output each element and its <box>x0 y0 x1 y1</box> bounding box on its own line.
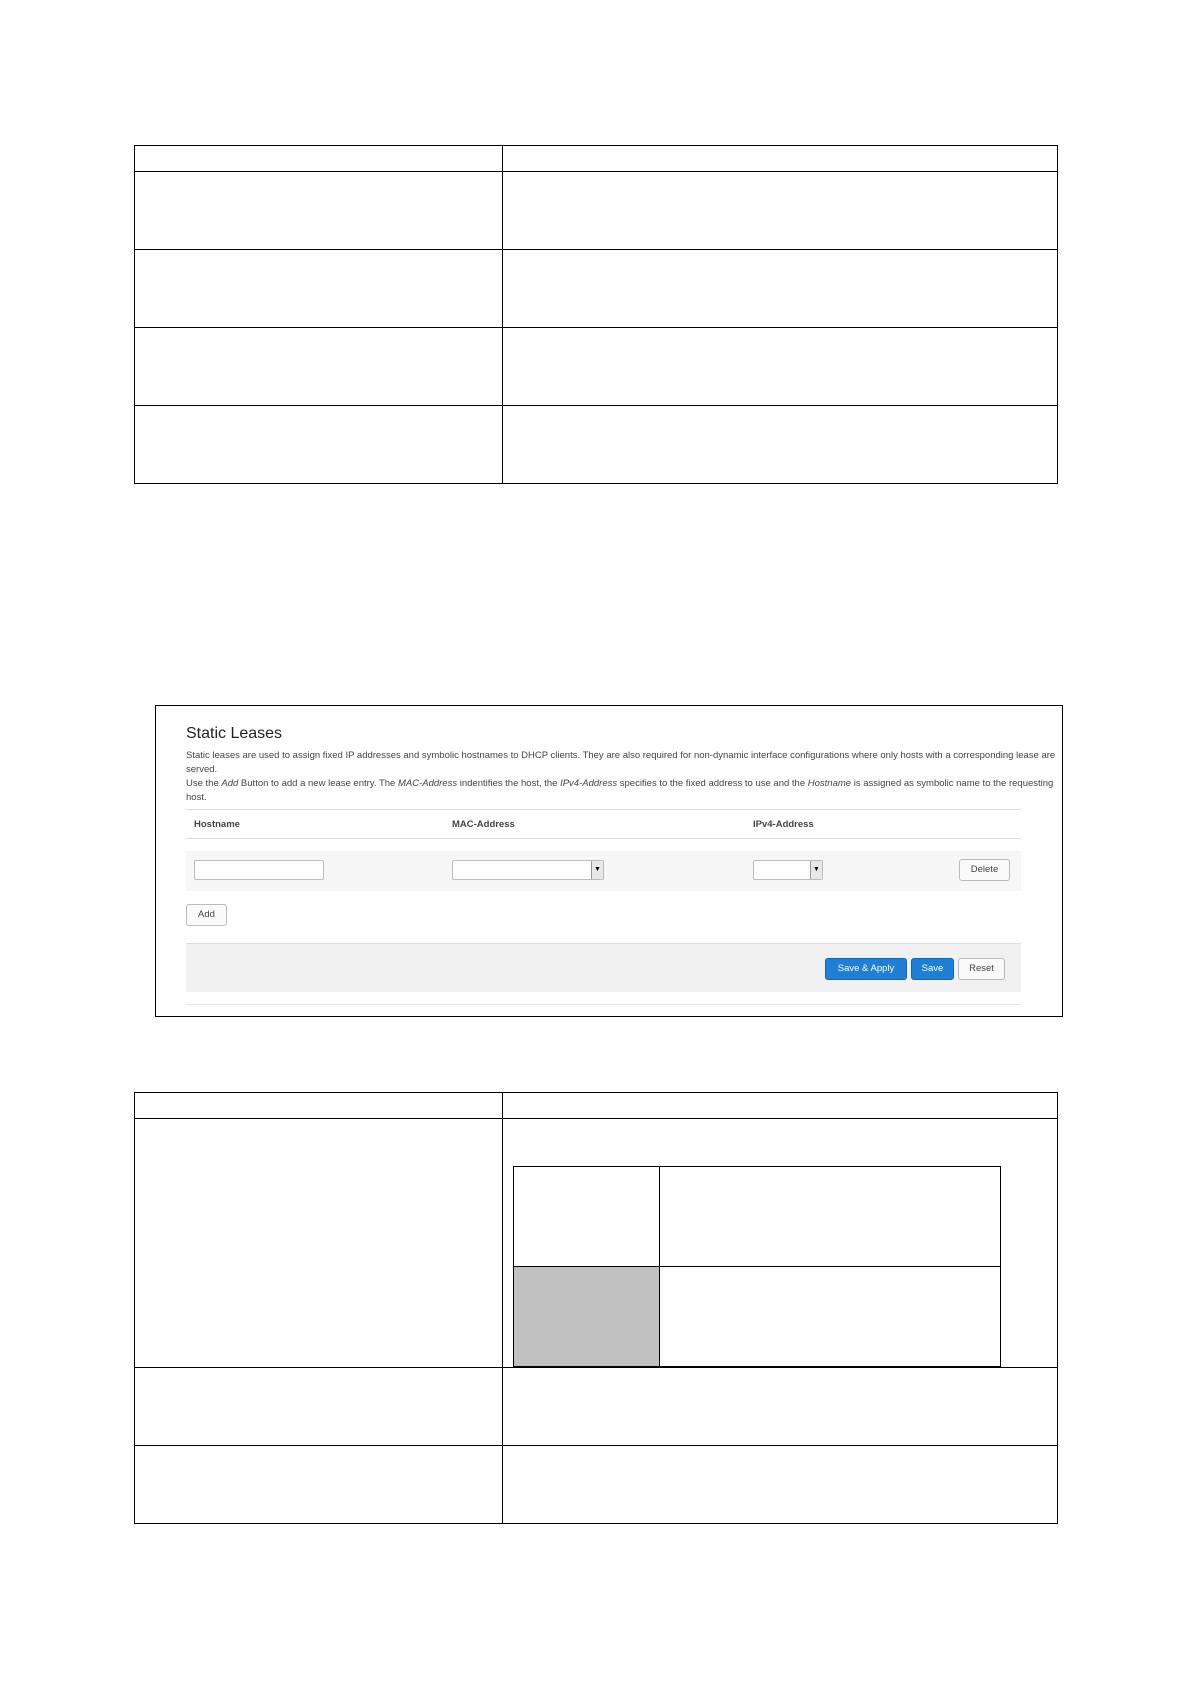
ipv4-address-select[interactable] <box>753 860 823 880</box>
column-hostname: Hostname <box>194 819 240 830</box>
shaded-cell <box>514 1267 660 1367</box>
table-cell <box>503 250 1058 328</box>
table-cell <box>135 146 503 172</box>
table-cell <box>503 172 1058 250</box>
form-footer <box>186 943 1021 992</box>
table-cell <box>135 172 503 250</box>
desc-text: Button to add a new lease entry. The <box>238 778 398 789</box>
section-title: Static Leases <box>186 725 283 742</box>
desc-italic: Add <box>221 778 239 789</box>
reset-button[interactable]: Reset <box>958 958 1005 980</box>
table-cell <box>135 250 503 328</box>
hostname-input[interactable] <box>194 860 324 880</box>
description-line-1: Static leases are used to assign fixed IP addresses and symbolic hostnames to DHCP clients. They are also required for non-dynamic interface configurations where only hosts with a corresponding lease are served. <box>186 750 1056 775</box>
table-row <box>186 851 1021 891</box>
lease-table-header <box>186 809 1021 839</box>
column-ipv4-address: IPv4-Address <box>753 819 814 830</box>
table-cell <box>503 406 1058 484</box>
table-cell <box>503 146 1058 172</box>
table-cell <box>503 1093 1058 1119</box>
table-cell <box>135 1119 503 1368</box>
nested-table <box>513 1166 1001 1367</box>
table-cell <box>503 1446 1058 1524</box>
chevron-down-icon[interactable]: ▼ <box>591 861 603 879</box>
delete-button[interactable]: Delete <box>959 859 1010 881</box>
section-description <box>186 749 1056 805</box>
description-line-2 <box>186 777 1056 805</box>
table-cell <box>135 406 503 484</box>
desc-text: is assigned as symbolic name to the requesting host. <box>186 778 1054 803</box>
add-button[interactable]: Add <box>186 904 227 926</box>
desc-text: specifies to the fixed address to use and the <box>617 778 808 789</box>
table-cell <box>503 328 1058 406</box>
table-cell <box>660 1267 1001 1367</box>
mac-address-select[interactable] <box>452 860 604 880</box>
column-mac-address: MAC-Address <box>452 819 515 830</box>
desc-italic: MAC-Address <box>397 778 458 789</box>
parameter-table-2 <box>134 1092 1058 1524</box>
table-cell <box>503 1119 1058 1368</box>
static-leases-screenshot <box>155 705 1063 1017</box>
save-apply-button[interactable]: Save & Apply <box>825 958 907 980</box>
parameter-table-1 <box>134 145 1058 484</box>
table-cell <box>135 1446 503 1524</box>
desc-italic: IPv4-Address <box>560 778 618 789</box>
table-cell <box>135 1368 503 1446</box>
table-cell <box>514 1167 660 1267</box>
chevron-down-icon[interactable]: ▼ <box>810 861 822 879</box>
table-cell <box>660 1167 1001 1267</box>
desc-text: indentifies the host, the <box>457 778 561 789</box>
save-button[interactable]: Save <box>911 958 954 980</box>
table-cell <box>135 328 503 406</box>
table-cell <box>503 1368 1058 1446</box>
table-cell <box>135 1093 503 1119</box>
desc-italic: Hostname <box>807 778 852 789</box>
divider <box>186 1004 1021 1005</box>
desc-text: Use the <box>186 778 222 789</box>
